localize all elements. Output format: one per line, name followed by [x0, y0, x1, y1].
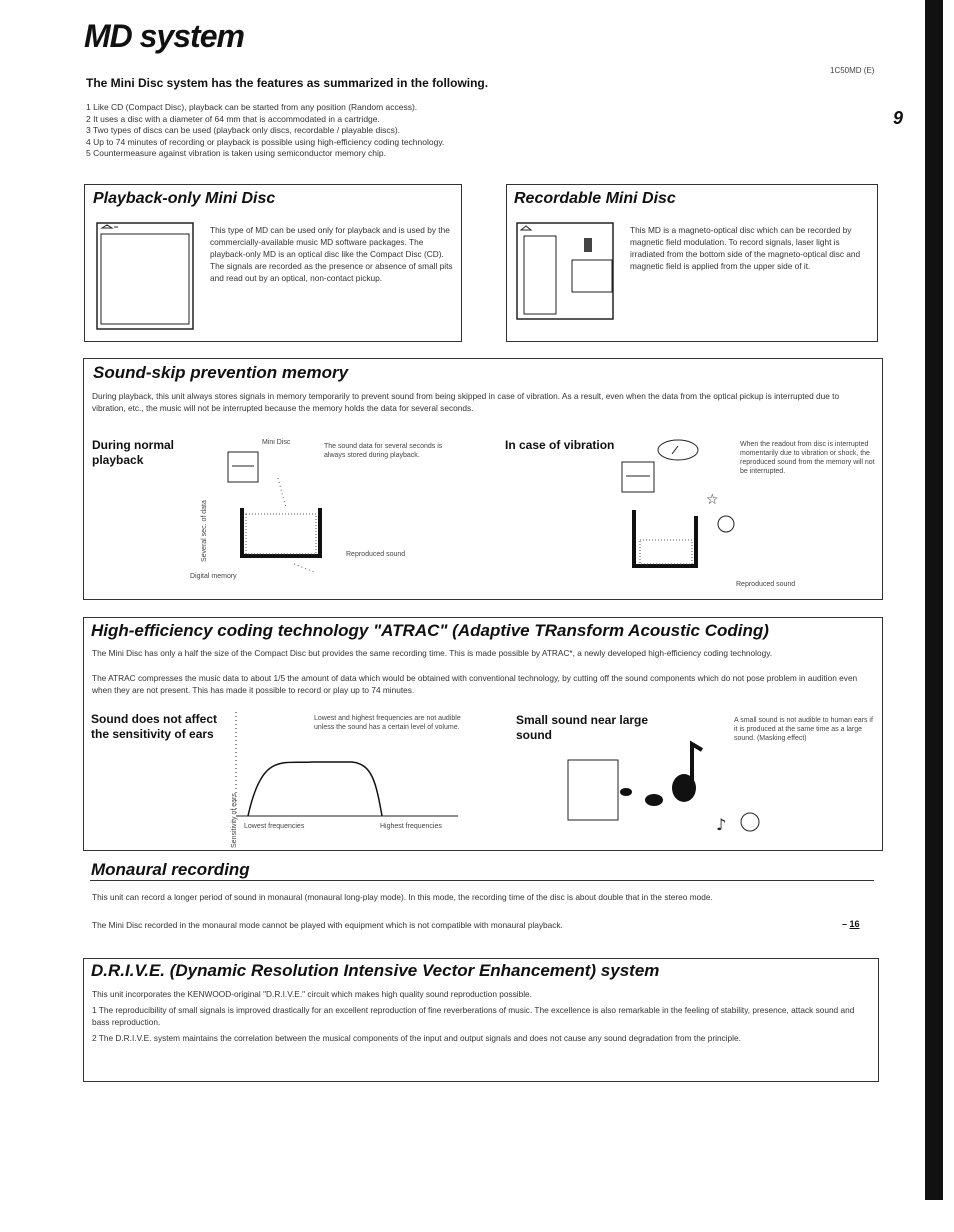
reproduced-label: Reproduced sound [346, 551, 406, 558]
drive-text: This unit incorporates the KENWOOD-original "D.R.I.V.E." circuit which makes high quality sound reproduction possible. [92, 989, 532, 999]
page-number: 9 [893, 108, 904, 128]
page-code: 1C50MD (E) [830, 66, 875, 75]
normal-desc: The sound data for several seconds is always stored during playback. [324, 443, 443, 459]
drive-point-2: 2 The D.R.I.V.E. system maintains the correlation between the musical components of the input and output signals and does not cause any sound degradation from the principle. [92, 1033, 741, 1043]
playback-only-text: This type of MD can be used only for playback and is used by the commercially-available music MD software packages. The playback-only MD is an optical disc like the Compact Disc (CD). The signals are recorded as the presence or absence of small pits and read out by an optical, non-contact pickup. [210, 225, 453, 283]
y-axis-label: Sensitivity of ears [231, 793, 238, 848]
monaural-heading: Monaural recording [91, 860, 250, 879]
masking-illustration [566, 740, 786, 840]
atrac-text-2: The ATRAC compresses the music data to about 1/5 the amount of data which would be obtained with conventional technology, by cutting off the sound components which do not pose problem in audition even when they are not present. This has made it possible to record or play up to 74 minutes. [92, 673, 858, 695]
playback-disc-icon [96, 222, 196, 332]
atrac-text-1: The Mini Disc has only a half the size of the Compact Disc but provides the same recording time. This is made possible by ATRAC*, a newly developed high-efficiency coding technology. [92, 648, 773, 658]
sound-skip-text: During playback, this unit always stores signals in memory temporarily to prevent sound from being skipped in case of vibration. As a result, even when the data from the optical pickup is interrupted due to vibration, etc., the music will not be interrupted because the memory holds the data for several seconds. [92, 391, 840, 413]
axis-label: Several sec. of data [201, 500, 208, 562]
atrac-heading: High-efficiency coding technology "ATRAC" (Adaptive TRansform Acoustic Coding) [91, 621, 769, 640]
memory-label: Digital memory [190, 573, 237, 580]
sound-skip-heading: Sound-skip prevention memory [93, 363, 349, 382]
masking-desc: A small sound is not audible to human ears if it is produced at the same time as a large sound. (Masking effect) [734, 717, 873, 742]
monaural-text-1: This unit can record a longer period of sound in monaural (monaural long-play mode). In this mode, the recording time of the disc is about double that in the stereo mode. [92, 892, 713, 902]
vibration-diagram [620, 440, 740, 580]
drive-heading: D.R.I.V.E. (Dynamic Resolution Intensive Vector Enhancement) system [91, 961, 660, 980]
playback-only-heading: Playback-only Mini Disc [93, 190, 276, 207]
reproduced-label-2: Reproduced sound [736, 581, 796, 588]
page-reference: – 16 [842, 919, 860, 929]
list-item: 3 Two types of discs can be used (playback only discs, recordable / playable discs). [86, 125, 401, 135]
monaural-text-2: The Mini Disc recorded in the monaural mode cannot be played with equipment which is not compatible with monaural playback. [92, 920, 563, 930]
svg-text:♪: ♪ [716, 815, 727, 834]
lead-text: The Mini Disc system has the features as summarized in the following. [86, 76, 489, 90]
feature-list [86, 102, 444, 160]
divider [90, 880, 874, 881]
drive-point-1: 1 The reproducibility of small signals is improved drastically for an excellent reproduction of fine reverberations of music. The excellence is also remarkable in the feeling of stability, presence, attack sound and bass reproduction. [92, 1005, 855, 1027]
masking-label: Small sound near large sound [516, 713, 649, 742]
page-reference-number: 16 [849, 919, 860, 929]
vibration-desc: When the readout from disc is interrupted momentarily due to vibration or shock, the reproduced sound from the memory will not be interrupted. [740, 441, 875, 475]
list-item: 1 Like CD (Compact Disc), playback can be started from any position (Random access). [86, 102, 418, 112]
svg-text:☆: ☆ [706, 492, 719, 508]
sensitivity-label: Sound does not affect the sensitivity of ears [91, 712, 217, 741]
page-title: MD system [84, 18, 244, 54]
list-item: 2 It uses a disc with a diameter of 64 mm that is accommodated in a cartridge. [86, 113, 380, 124]
low-frequency-label: Lowest frequencies [244, 823, 305, 830]
recordable-text: This MD is a magneto-optical disc which can be recorded by magnetic field modulation. To record signals, laser light is irradiated from the bottom side of the magneto-optical disc and magnetic field is applied from the upper side of it. [630, 225, 861, 271]
sensitivity-desc: Lowest and highest frequencies are not audible unless the sound has a certain level of volume. [314, 715, 461, 731]
page-edge-bar [925, 0, 943, 1200]
sensitivity-chart [232, 712, 462, 822]
list-item: 4 Up to 74 minutes of recording or playback is possible using high-efficiency coding technology. [86, 136, 445, 147]
vibration-label: In case of vibration [505, 438, 615, 452]
high-frequency-label: Highest frequencies [380, 823, 442, 830]
recordable-disc-icon [516, 222, 616, 322]
recordable-heading: Recordable Mini Disc [514, 190, 676, 207]
mini-disc-label: Mini Disc [262, 439, 291, 446]
list-item: 5 Countermeasure against vibration is taken using semiconductor memory chip. [86, 148, 387, 158]
normal-playback-diagram [228, 448, 348, 578]
normal-playback-label: During normal playback [92, 438, 175, 467]
